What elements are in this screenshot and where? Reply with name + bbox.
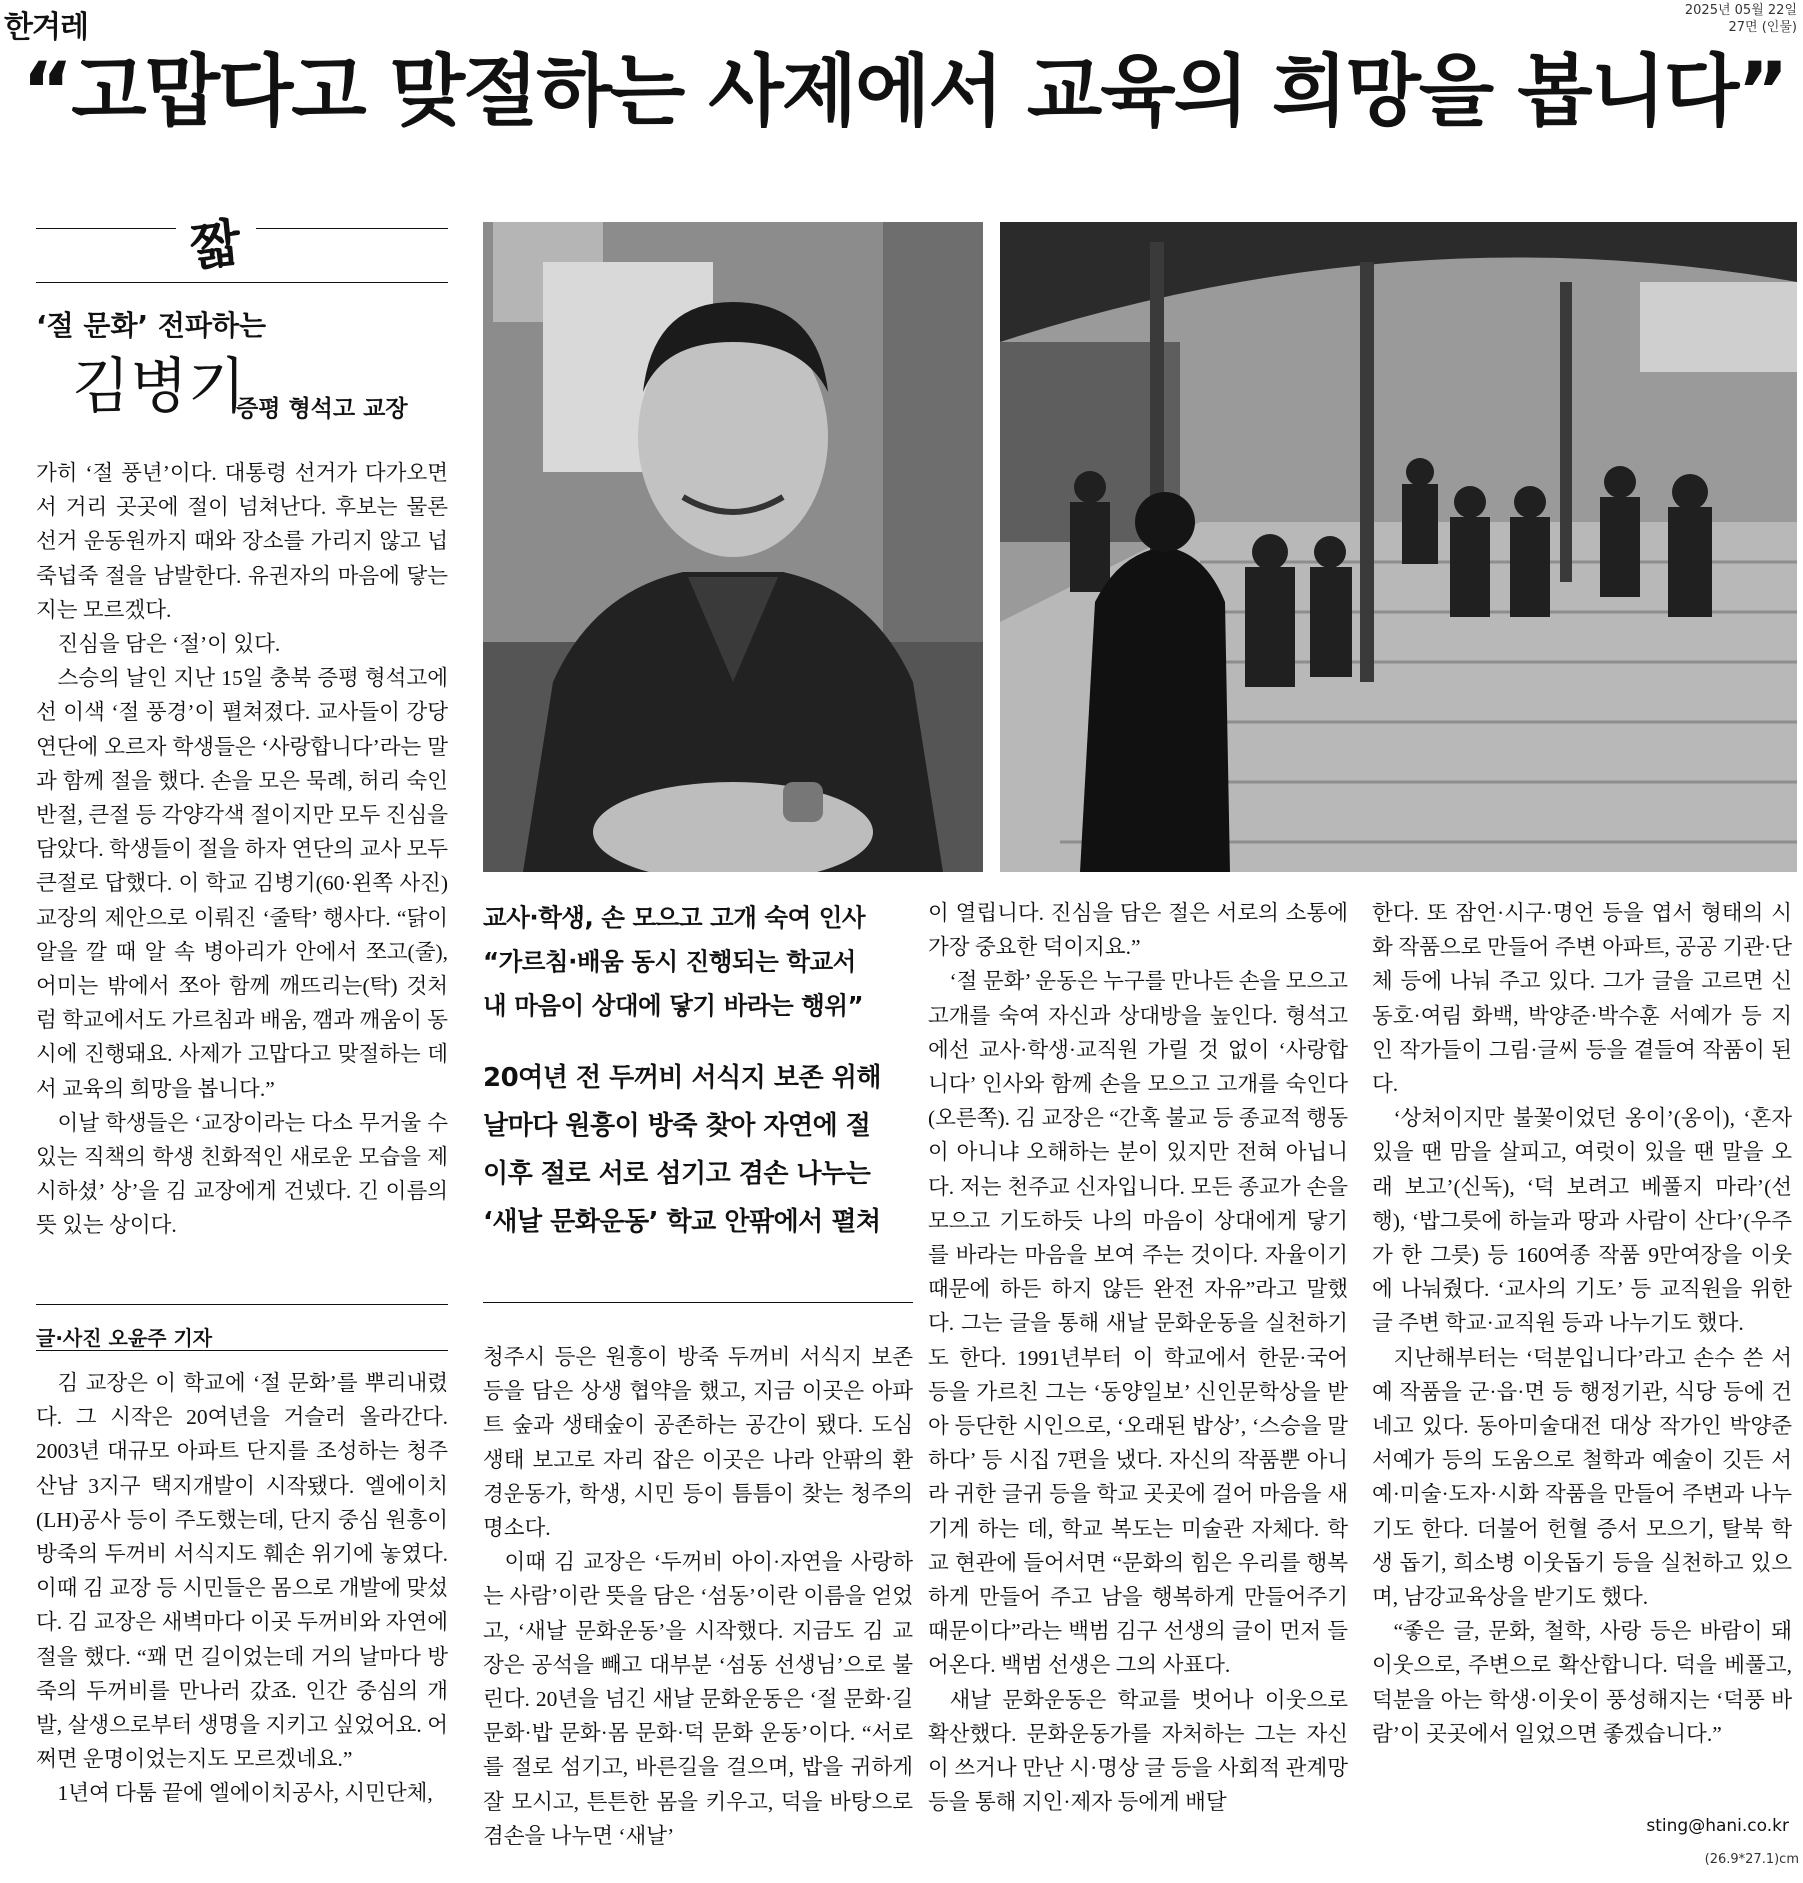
series-rule-left (36, 228, 176, 229)
newspaper-logo: 한겨레 (4, 10, 88, 45)
article-column-3 (928, 896, 1348, 1819)
paragraph: 지난해부터는 ‘덕분입니다’라고 손수 쓴 서예 작품을 군·읍·면 등 행정기관, 식당 등에 건네고 있다. 동아미술대전 대상 작가인 박양준 서예가 등의 도움으로 철학과 예술이 깃든 서예·미술·도자·시화 작품을 만들어 주변과 나누기도 한다. 더불어 헌혈 증서 모으기, 탈북 학생 돕기, 희소병 이웃돕기 등을 실천하고 있으며, 남강교육상을 받기도 했다. (1372, 1345, 1792, 1610)
series-label: 짧 (187, 212, 244, 279)
students-bowing-photo (1000, 222, 1797, 872)
byline: 글·사진 오윤주 기자 (36, 1326, 213, 1350)
subhead-line: 내 마음이 상대에 닿기 바라는 행위” (483, 991, 864, 1020)
kicker: ‘절 문화’ 전파하는 (36, 309, 267, 342)
paragraph: 새날 문화운동은 학교를 벗어나 이웃으로 확산했다. 문화운동가를 자처하는 그는 자신이 쓰거나 만난 시·명상 글 등을 사회적 관계망 등을 통해 지인·제자 등에게 배달 (928, 1687, 1348, 1815)
paragraph: ‘상처이지만 불꽃이었던 옹이’(옹이), ‘혼자 있을 땐 맘을 살피고, 여럿이 있을 땐 말을 오래 보고’(신독), ‘덕 보려고 베풀지 마라’(선행), ‘밥그릇에 하늘과 땅과 사람이 산다’(우주가 한 그릇) 등 160여종 작품 9만여장을 이웃에 나눠줬다. ‘교사의 기도’ 등 교직원을 위한 글 주변 학교·교직원 등과 나누기도 했다. (1372, 1106, 1792, 1336)
paragraph: 진심을 담은 ‘절’이 있다. (57, 632, 281, 657)
series-rule-right (256, 228, 448, 229)
subhead-line: 날마다 원흥이 방죽 찾아 자연에 절 (483, 1111, 871, 1141)
article-column-2 (483, 1340, 913, 1853)
byline-rule-bottom (36, 1350, 448, 1351)
paragraph: 이날 학생들은 ‘교장이라는 다소 무거울 수 있는 직책의 학생 친화적인 새로운 모습을 제시하셨’ 상’을 김 교장에게 건넸다. 긴 이름의 뜻 있는 상이다. (36, 1110, 448, 1238)
paragraph: 청주시 등은 원흥이 방죽 두꺼비 서식지 보존 등을 담은 상생 협약을 했고, 지금 이곳은 아파트 숲과 생태숲이 공존하는 공간이 됐다. 도심 생태 보고로 자리 잡은 이곳은 나라 안팎의 환경운동가, 학생, 시민 등이 틈틈이 찾는 청주의 명소다. (483, 1345, 913, 1541)
subhead-line: “가르침·배움 동시 진행되는 학교서 (483, 947, 856, 976)
paragraph: 김 교장은 이 학교에 ‘절 문화’를 뿌리내렸다. 그 시작은 20여년을 거슬러 올라간다. 2003년 대규모 아파트 단지를 조성하는 청주 산남 3지구 택지개발이 시작됐다. 엘에이치(LH)공사 등이 주도했는데, 단지 중심 원흥이 방죽의 두꺼비 서식지도 훼손 위기에 놓였다. 이때 김 교장 등 시민들은 몸으로 개발에 맞섰다. 김 교장은 새벽마다 이곳 두꺼비와 자연에 절을 했다. “꽤 먼 길이었는데 거의 날마다 방죽의 두꺼비를 만나러 갔죠. 인간 중심의 개발, 살생으로부터 생명을 지키고 싶었어요. 어쩌면 운명이었는지도 모르겠네요.” (36, 1371, 448, 1772)
byline-rule-top (36, 1304, 448, 1305)
article-column-1-upper (36, 456, 448, 1243)
subhead-line: 이후 절로 서로 섬기고 겸손 나누는 (483, 1159, 871, 1189)
subhead-rule (483, 1302, 913, 1303)
person-affiliation: 증평 형석고 교장 (236, 396, 408, 422)
paragraph: 스승의 날인 지난 15일 충북 증평 형석고에선 이색 ‘절 풍경’이 펼쳐졌다. 교사들이 강당 연단에 오르자 학생들은 ‘사랑합니다’라는 말과 함께 절을 했다. 손을 모은 묵례, 허리 숙인 반절, 큰절 등 각양각색 절이지만 모두 진심을 담았다. 학생들이 절을 하자 연단의 교사 모두 큰절로 답했다. 이 학교 김병기(60·왼쪽 사진) 교장의 제안으로 이뤄진 ‘줄탁’ 행사다. “닭이 알을 깔 때 알 속 병아리가 안에서 쪼고(줄), 어미는 밖에서 쪼아 함께 깨뜨리는(탁) 것처럼 학교에서도 가르침과 배움, 깸과 깨움이 동시에 진행돼요. 사제가 고맙다고 맞절하는 데서 교육의 희망을 봅니다.” (36, 666, 448, 1101)
paragraph: “좋은 글, 문화, 철학, 사랑 등은 바람이 돼 이웃으로, 주변으로 확산합니다. 덕을 베풀고, 덕분을 아는 학생·이웃이 풍성해지는 ‘덕풍 바람’이 곳곳에서 일었으면 좋겠습니다.” (1372, 1619, 1792, 1746)
article-column-1-lower (36, 1366, 448, 1811)
students-bowing-illustration (1000, 222, 1797, 872)
paragraph: ‘절 문화’ 운동은 누구를 만나든 손을 모으고 고개를 숙여 자신과 상대방을 높인다. 형석고에선 교사·학생·교직원 가릴 것 없이 ‘사랑합니다’ 인사와 함께 손을 모으고 고개를 숙인다(오른쪽). 김 교장은 “간혹 불교 등 종교적 행동이 아니냐 오해하는 분이 있지만 전혀 아닙니다. 저는 천주교 신자입니다. 모든 종교가 손을 모으고 기도하듯 나의 마음이 상대에게 닿기를 바라는 마음을 보여 주는 것이다. 자율이기 때문에 하든 하지 않든 완전 자유”라고 말했다. 그는 글을 통해 새날 문화운동을 실천하기도 한다. 1991년부터 이 학교에서 한문·국어 등을 가르친 그는 ‘동양일보’ 신인문학상을 받아 등단한 시인으로, ‘오래된 밥상’, ‘스승을 말하다’ 등 시집 7편을 냈다. 자신의 작품뿐 아니라 귀한 글귀 등을 학교 곳곳에 걸어 마음을 새기게 하는 데, 학교 복도는 미술관 자체다. 학교 현관에 들어서면 “문화의 힘은 우리를 행복하게 만들어 주고 남을 행복하게 만들어주기 때문이다”라는 백범 김구 선생의 글이 먼저 들어온다. 백범 선생은 그의 사표다. (928, 969, 1348, 1678)
paragraph: 한다. 또 잠언·시구·명언 등을 엽서 형태의 시화 작품으로 만들어 주변 아파트, 공공 기관·단체 등에 나눠 주고 있다. 그가 글을 고르면 신동호·여림 화백, 박양준·박수훈 서예가 등 지인 작가들이 그림·글씨 등을 곁들여 작품이 된다. (1372, 901, 1792, 1097)
subhead-block-1 (483, 896, 983, 1028)
subhead-line: ‘새날 문화운동’ 학교 안팎에서 펼쳐 (483, 1207, 881, 1237)
series-underline (36, 282, 448, 283)
article-size: (26.9*27.1)cm (1704, 1852, 1799, 1867)
page-section: 27면 (인물) (1728, 20, 1797, 35)
paragraph: 이 열립니다. 진심을 담은 절은 서로의 소통에 가장 중요한 덕이지요.” (928, 901, 1348, 960)
subhead-line: 20여년 전 두꺼비 서식지 보존 위해 (483, 1063, 881, 1093)
subhead-block-2 (483, 1054, 983, 1246)
reporter-email: sting@hani.co.kr (1646, 1816, 1789, 1836)
subhead-line: 교사·학생, 손 모으고 고개 숙여 인사 (483, 903, 866, 932)
paragraph: 1년여 다툼 끝에 엘에이치공사, 시민단체, (57, 1781, 433, 1806)
paragraph: 이때 김 교장은 ‘두꺼비 아이·자연을 사랑하는 사람’이란 뜻을 담은 ‘섬동’이란 이름을 얻었고, ‘새날 문화운동’을 시작했다. 지금도 김 교장은 공석을 빼고 대부분 ‘섬동 선생님’으로 불린다. 20년을 넘긴 새날 문화운동은 ‘절 문화·길 문화·밥 문화·몸 문화·덕 문화 운동’이다. “서로를 절로 섬기고, 바른길을 걸으며, 밥을 귀하게 잘 모시고, 튼튼한 몸을 키우고, 덕을 바탕으로 겸손을 나누면 ‘새날’ (483, 1550, 913, 1848)
headline: “고맙다고 맞절하는 사제에서 교육의 희망을 봅니다” (22, 47, 1787, 137)
person-name: 김병기 (72, 352, 246, 422)
article-column-4 (1372, 896, 1792, 1751)
portrait-illustration (483, 222, 983, 872)
portrait-photo (483, 222, 983, 872)
paragraph: 가히 ‘절 풍년’이다. 대통령 선거가 다가오면서 거리 곳곳에 절이 넘쳐난다. 후보는 물론 선거 운동원까지 때와 장소를 가리지 않고 넙죽넙죽 절을 남발한다. 유권자의 마음에 닿는지는 모르겠다. (36, 461, 448, 622)
issue-date: 2025년 05월 22일 (1684, 3, 1797, 18)
dateline (1685, 2, 1797, 36)
